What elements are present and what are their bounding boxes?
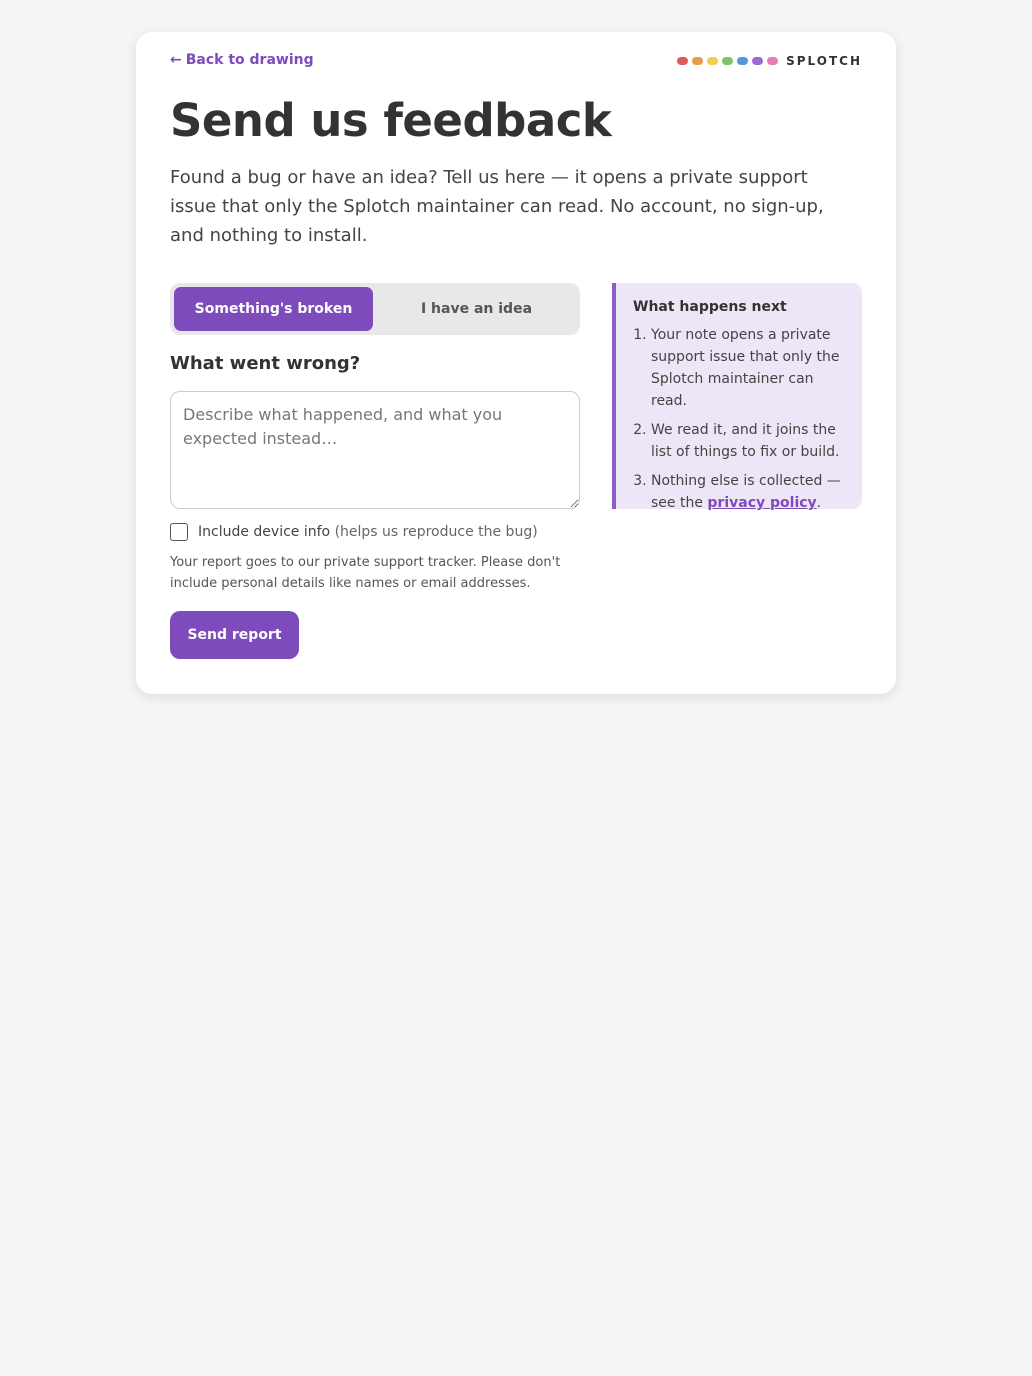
step-3-period: .: [816, 495, 822, 511]
brand-dot-purple: [752, 57, 763, 65]
side-panel-title: What happens next: [633, 299, 787, 315]
device-info-row: [170, 522, 580, 542]
brand-dot-red: [677, 57, 688, 65]
brand-dot-green: [722, 57, 733, 65]
device-info-checkbox[interactable]: [170, 523, 188, 541]
question-label: What went wrong?: [170, 353, 361, 374]
what-happens-next-panel: [612, 283, 862, 509]
brand-color-dots: [677, 57, 778, 65]
step-3-text: Nothing else is collected — see the: [651, 473, 841, 511]
brand-dot-pink: [767, 57, 778, 65]
arrow-left-icon: ←: [170, 52, 182, 68]
privacy-policy-link[interactable]: privacy policy: [707, 495, 817, 511]
next-steps-list: [633, 324, 848, 514]
send-report-button[interactable]: Send report: [170, 611, 299, 659]
back-to-drawing-link[interactable]: [170, 52, 314, 68]
device-info-label[interactable]: [198, 524, 538, 540]
brand-logo: [677, 54, 862, 68]
brand-name: SPLOTCH: [786, 54, 862, 68]
device-info-hint: (helps us reproduce the bug): [334, 524, 538, 540]
feedback-textarea[interactable]: [170, 391, 580, 509]
privacy-note: Your report goes to our private support tracker. Please don't include personal details like names or email addresses.: [170, 555, 561, 591]
step-item: 1. Your note opens a private support issue that only the Splotch maintainer can read.: [651, 324, 848, 412]
device-info-label-text: Include device info: [198, 524, 331, 540]
feedback-form: [170, 283, 580, 659]
step-item: [651, 470, 848, 514]
back-link-label: Back to drawing: [185, 52, 314, 68]
feedback-card: [136, 32, 896, 694]
step-item: 2. We read it, and it joins the list of things to fix or build.: [651, 419, 848, 463]
tab-have-an-idea[interactable]: I have an idea: [377, 287, 576, 331]
brand-dot-blue: [737, 57, 748, 65]
tab-something-broken[interactable]: Something's broken: [174, 287, 373, 331]
intro-text: Found a bug or have an idea? Tell us here — it opens a private support issue that only the Splotch maintainer can read. No account, no sign-up, and nothing to install.: [170, 167, 824, 246]
feedback-type-toggle: [170, 283, 580, 335]
brand-dot-yellow: [707, 57, 718, 65]
brand-dot-orange: [692, 57, 703, 65]
page-title: Send us feedback: [170, 94, 612, 147]
